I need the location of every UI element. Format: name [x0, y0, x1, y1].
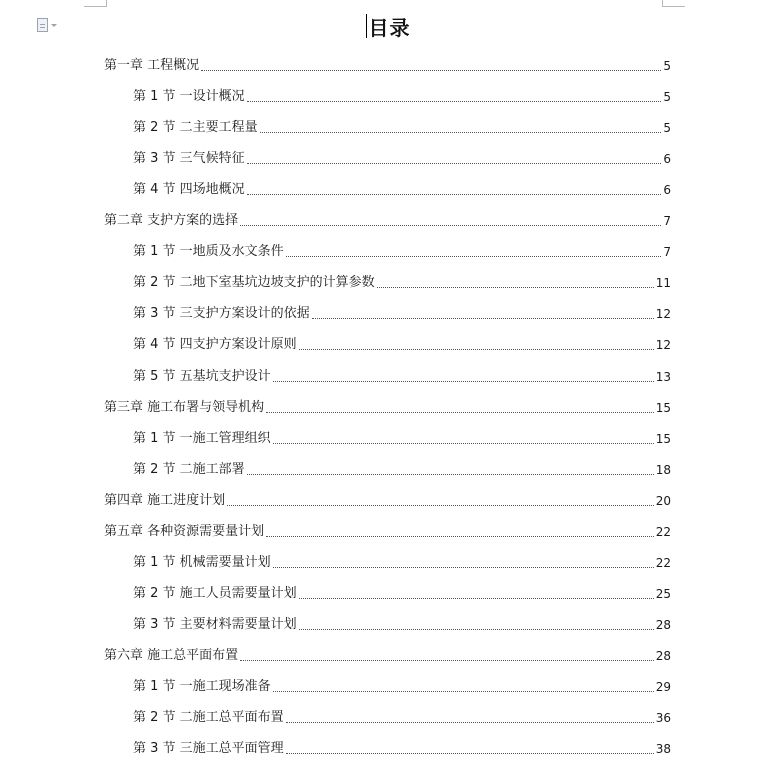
- toc-entry-label: 第 5 节 五基坑支护设计: [133, 368, 271, 384]
- toc-page-number: 18: [655, 462, 671, 477]
- toc-entry-label: 第 4 节 四支护方案设计原则: [133, 337, 297, 353]
- toc-section-entry[interactable]: [133, 178, 671, 198]
- toc-entry-label: 第 1 节 机械需要量计划: [133, 554, 271, 570]
- toc-entry-label: 第 1 节 一施工现场准备: [133, 679, 271, 694]
- toc-section-entry[interactable]: [133, 551, 671, 571]
- toc-page-number: 28: [655, 617, 671, 632]
- toc-entry-label: 第 3 节 三气候特征: [133, 151, 245, 167]
- toc-page-number: 22: [655, 524, 671, 539]
- toc-chapter-entry[interactable]: [104, 54, 671, 74]
- toc-page-number: 12: [655, 307, 671, 322]
- toc-section-entry[interactable]: [133, 271, 671, 291]
- toc-page-number: 25: [655, 586, 671, 601]
- toc-page-number: 38: [655, 742, 671, 757]
- dot-leader: [247, 163, 662, 164]
- dot-leader: [247, 101, 662, 102]
- toc-entry-label: 第 2 节 二主要工程量: [133, 120, 258, 136]
- dot-leader: [201, 70, 661, 71]
- page-corner-left: [84, 0, 107, 7]
- dot-leader: [266, 412, 654, 413]
- toc-page-number: 6: [663, 152, 671, 167]
- toc-section-entry[interactable]: [133, 458, 671, 478]
- toc-page-number: 29: [655, 680, 671, 694]
- dot-leader: [227, 505, 654, 506]
- toc-section-entry[interactable]: [133, 147, 671, 167]
- dot-leader: [247, 194, 662, 195]
- toc-entry-label: 第 3 节 三支护方案设计的依据: [133, 306, 310, 322]
- dot-leader: [299, 629, 654, 630]
- dot-leader: [286, 722, 654, 723]
- toc-section-entry[interactable]: [133, 365, 671, 385]
- toc-entry-label: 第 1 节 一设计概况: [133, 89, 245, 105]
- title-area: [0, 12, 779, 41]
- toc-entry-label: 第六章 施工总平面布置: [104, 647, 239, 663]
- toc-entry-label: 第一章 工程概况: [104, 58, 200, 73]
- toc-page-number: 11: [655, 276, 671, 291]
- dot-leader: [273, 381, 654, 382]
- page-title[interactable]: [369, 12, 411, 41]
- toc-chapter-entry[interactable]: [104, 209, 671, 229]
- dot-leader: [377, 287, 654, 288]
- dot-leader: [240, 660, 654, 661]
- toc-section-entry[interactable]: [133, 116, 671, 136]
- toc-page-number: 7: [663, 245, 671, 260]
- toc-page-number: 12: [655, 338, 671, 353]
- toc-section-entry[interactable]: [133, 675, 671, 695]
- toc-section-entry[interactable]: [133, 85, 671, 105]
- toc-page-number: 5: [663, 59, 671, 73]
- dot-leader: [266, 536, 654, 537]
- dot-leader: [299, 598, 654, 599]
- toc-chapter-entry[interactable]: [104, 644, 671, 664]
- toc-page-number: 5: [663, 121, 671, 136]
- toc-entry-label: 第五章 各种资源需要量计划: [104, 523, 265, 539]
- dot-leader: [260, 132, 662, 133]
- toc-entry-label: 第 3 节 主要材料需要量计划: [133, 616, 297, 632]
- toc-page-number: 22: [655, 555, 671, 570]
- toc-entry-label: 第 2 节 施工人员需要量计划: [133, 585, 297, 601]
- toc-chapter-entry[interactable]: [104, 396, 671, 416]
- text-cursor: [366, 14, 367, 38]
- dot-leader: [286, 753, 654, 754]
- toc-page-number: 15: [655, 400, 671, 415]
- toc-section-entry[interactable]: [133, 333, 671, 353]
- toc-section-entry[interactable]: [133, 706, 671, 726]
- toc-page-number: 7: [663, 214, 671, 229]
- toc-page-number: 13: [655, 369, 671, 384]
- toc-entry-label: 第四章 施工进度计划: [104, 492, 226, 508]
- toc-section-entry[interactable]: [133, 737, 671, 757]
- page-corner-right: [662, 0, 685, 7]
- dot-leader: [312, 318, 654, 319]
- dot-leader: [273, 443, 654, 444]
- toc-entry-label: 第 4 节 四场地概况: [133, 182, 245, 198]
- toc-entry-label: 第 3 节 三施工总平面管理: [133, 741, 284, 757]
- toc-entry-label: 第二章 支护方案的选择: [104, 213, 239, 229]
- toc-page-number: 5: [663, 90, 671, 105]
- toc-entry-label: 第 2 节 二施工总平面布置: [133, 710, 284, 726]
- dot-leader: [273, 567, 654, 568]
- toc-section-entry[interactable]: [133, 302, 671, 322]
- toc-chapter-entry[interactable]: [104, 520, 671, 540]
- toc-entry-label: 第 1 节 一地质及水文条件: [133, 244, 284, 260]
- dot-leader: [247, 474, 654, 475]
- toc-section-entry[interactable]: [133, 427, 671, 447]
- dot-leader: [240, 225, 661, 226]
- toc-page-number: 28: [655, 648, 671, 663]
- dot-leader: [299, 349, 654, 350]
- toc-page-number: 6: [663, 183, 671, 198]
- toc-section-entry[interactable]: [133, 240, 671, 260]
- page-title-text: 目录: [368, 16, 411, 40]
- toc-page-number: 36: [655, 711, 671, 726]
- toc-chapter-entry[interactable]: [104, 489, 671, 509]
- toc-entry-label: 第 2 节 二地下室基坑边坡支护的计算参数: [133, 275, 375, 291]
- toc-section-entry[interactable]: [133, 613, 671, 633]
- toc-section-entry[interactable]: [133, 582, 671, 602]
- dot-leader: [286, 256, 662, 257]
- dot-leader: [273, 691, 654, 692]
- toc-entry-label: 第三章 施工布署与领导机构: [104, 399, 265, 415]
- toc-entry-label: 第 2 节 二施工部署: [133, 461, 245, 477]
- toc-page-number: 15: [655, 431, 671, 446]
- toc-entry-label: 第 1 节 一施工管理组织: [133, 430, 271, 446]
- toc-page-number: 20: [655, 493, 671, 508]
